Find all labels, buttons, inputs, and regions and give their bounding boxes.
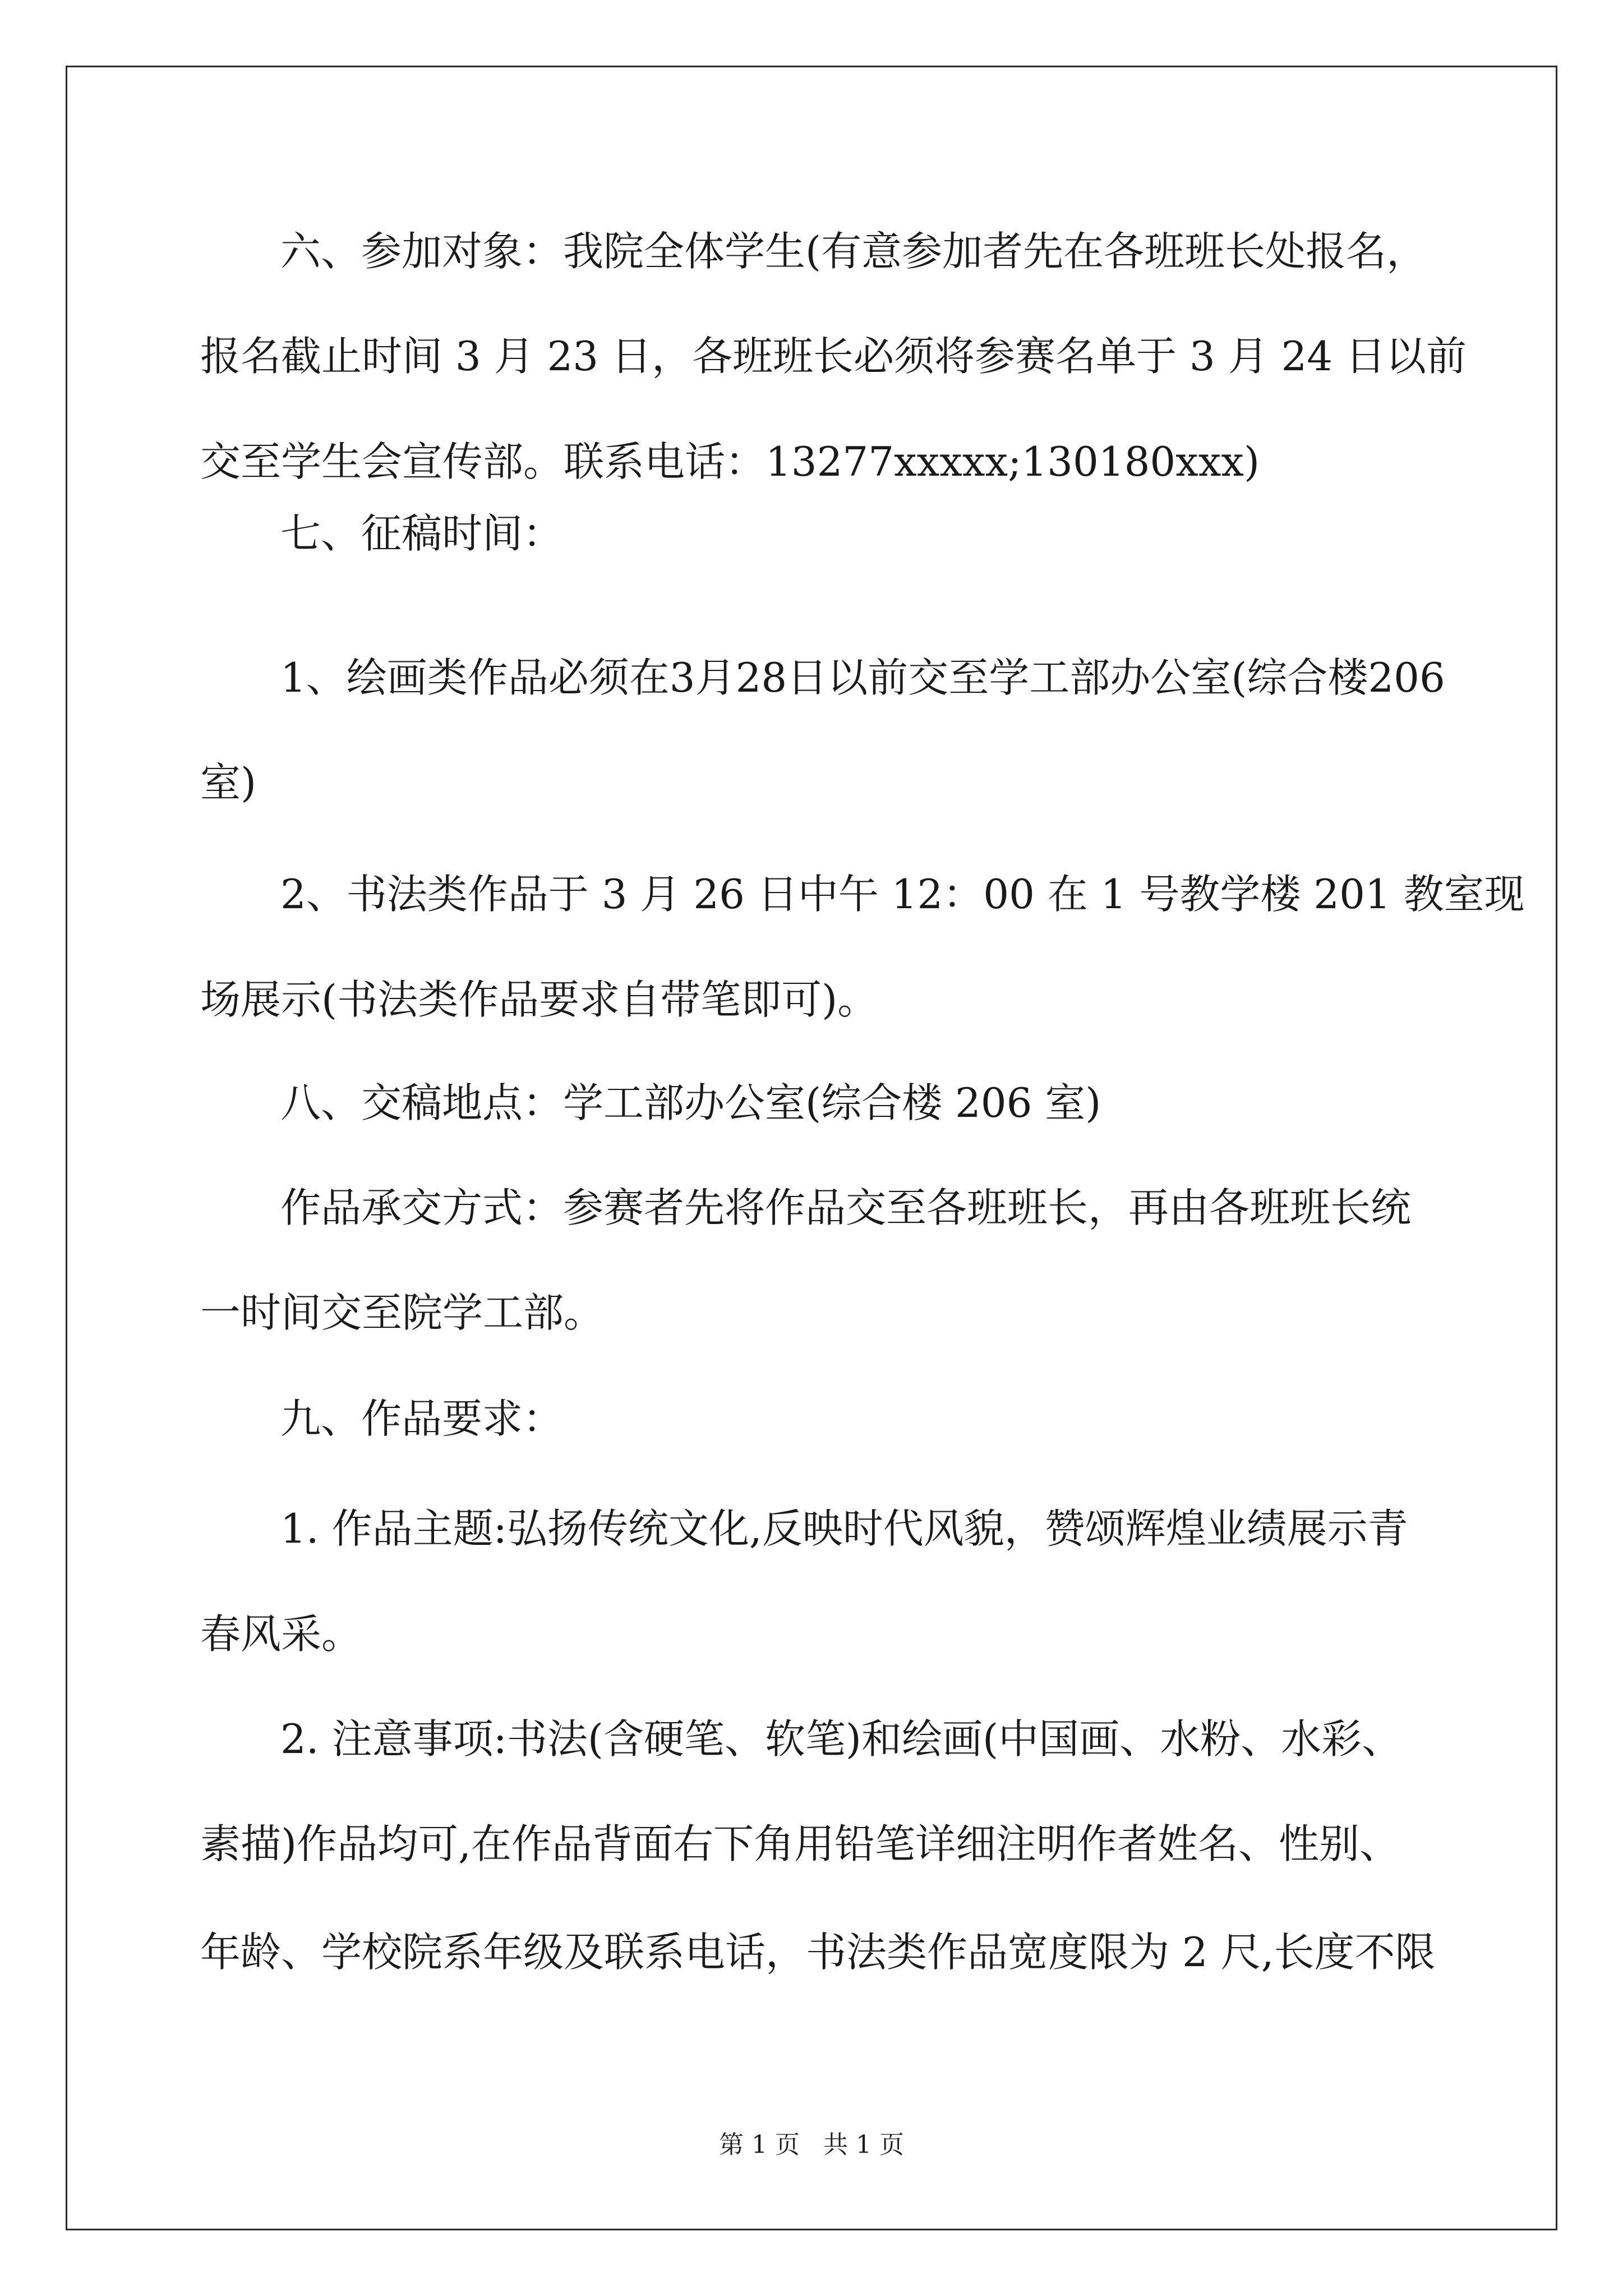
paragraph-submission-method-line-2: 一时间交至院学工部。	[200, 1289, 605, 1336]
heading-work-requirements: 九、作品要求：	[280, 1395, 564, 1442]
paragraph-painting-line-1: 1、绘画类作品必须在3月28日以前交至学工部办公室(综合楼206	[280, 654, 1445, 701]
paragraph-calligraphy-line-2: 场展示(书法类作品要求自带笔即可)。	[200, 976, 878, 1023]
paragraph-notes-line-3: 年龄、学校院系年级及联系电话，书法类作品宽度限为 2 尺,长度不限	[200, 1929, 1436, 1976]
paragraph-participants-line-1: 六、参加对象：我院全体学生(有意参加者先在各班班长处报名，	[280, 228, 1427, 275]
paragraph-notes-line-2: 素描)作品均可,在作品背面右下角用铅笔详细注明作者姓名、性别、	[200, 1820, 1400, 1867]
paragraph-calligraphy-line-1: 2、书法类作品于 3 月 26 日中午 12：00 在 1 号教学楼 201 教室现	[280, 871, 1525, 918]
paragraph-participants-line-2: 报名截止时间 3 月 23 日，各班班长必须将参赛名单于 3 月 24 日以前	[200, 333, 1467, 380]
paragraph-painting-line-2: 室)	[200, 759, 257, 806]
paragraph-theme-line-1: 1. 作品主题:弘扬传统文化,反映时代风貌，赞颂辉煌业绩展示青	[280, 1505, 1408, 1552]
paragraph-notes-line-1: 2. 注意事项:书法(含硬笔、软笔)和绘画(中国画、水粉、水彩、	[280, 1715, 1403, 1763]
paragraph-submission-location: 八、交稿地点：学工部办公室(综合楼 206 室)	[280, 1079, 1101, 1126]
paragraph-submission-method-line-1: 作品承交方式：参赛者先将作品交至各班班长，再由各班班长统	[280, 1184, 1412, 1231]
heading-submission-time: 七、征稿时间：	[280, 510, 564, 557]
page-border	[66, 66, 1557, 2230]
paragraph-theme-line-2: 春风采。	[200, 1611, 362, 1658]
page-number-footer: 第 1 页 共 1 页	[719, 2131, 904, 2159]
paragraph-participants-line-3: 交至学生会宣传部。联系电话：13277xxxxx;130180xxx)	[200, 438, 1260, 485]
